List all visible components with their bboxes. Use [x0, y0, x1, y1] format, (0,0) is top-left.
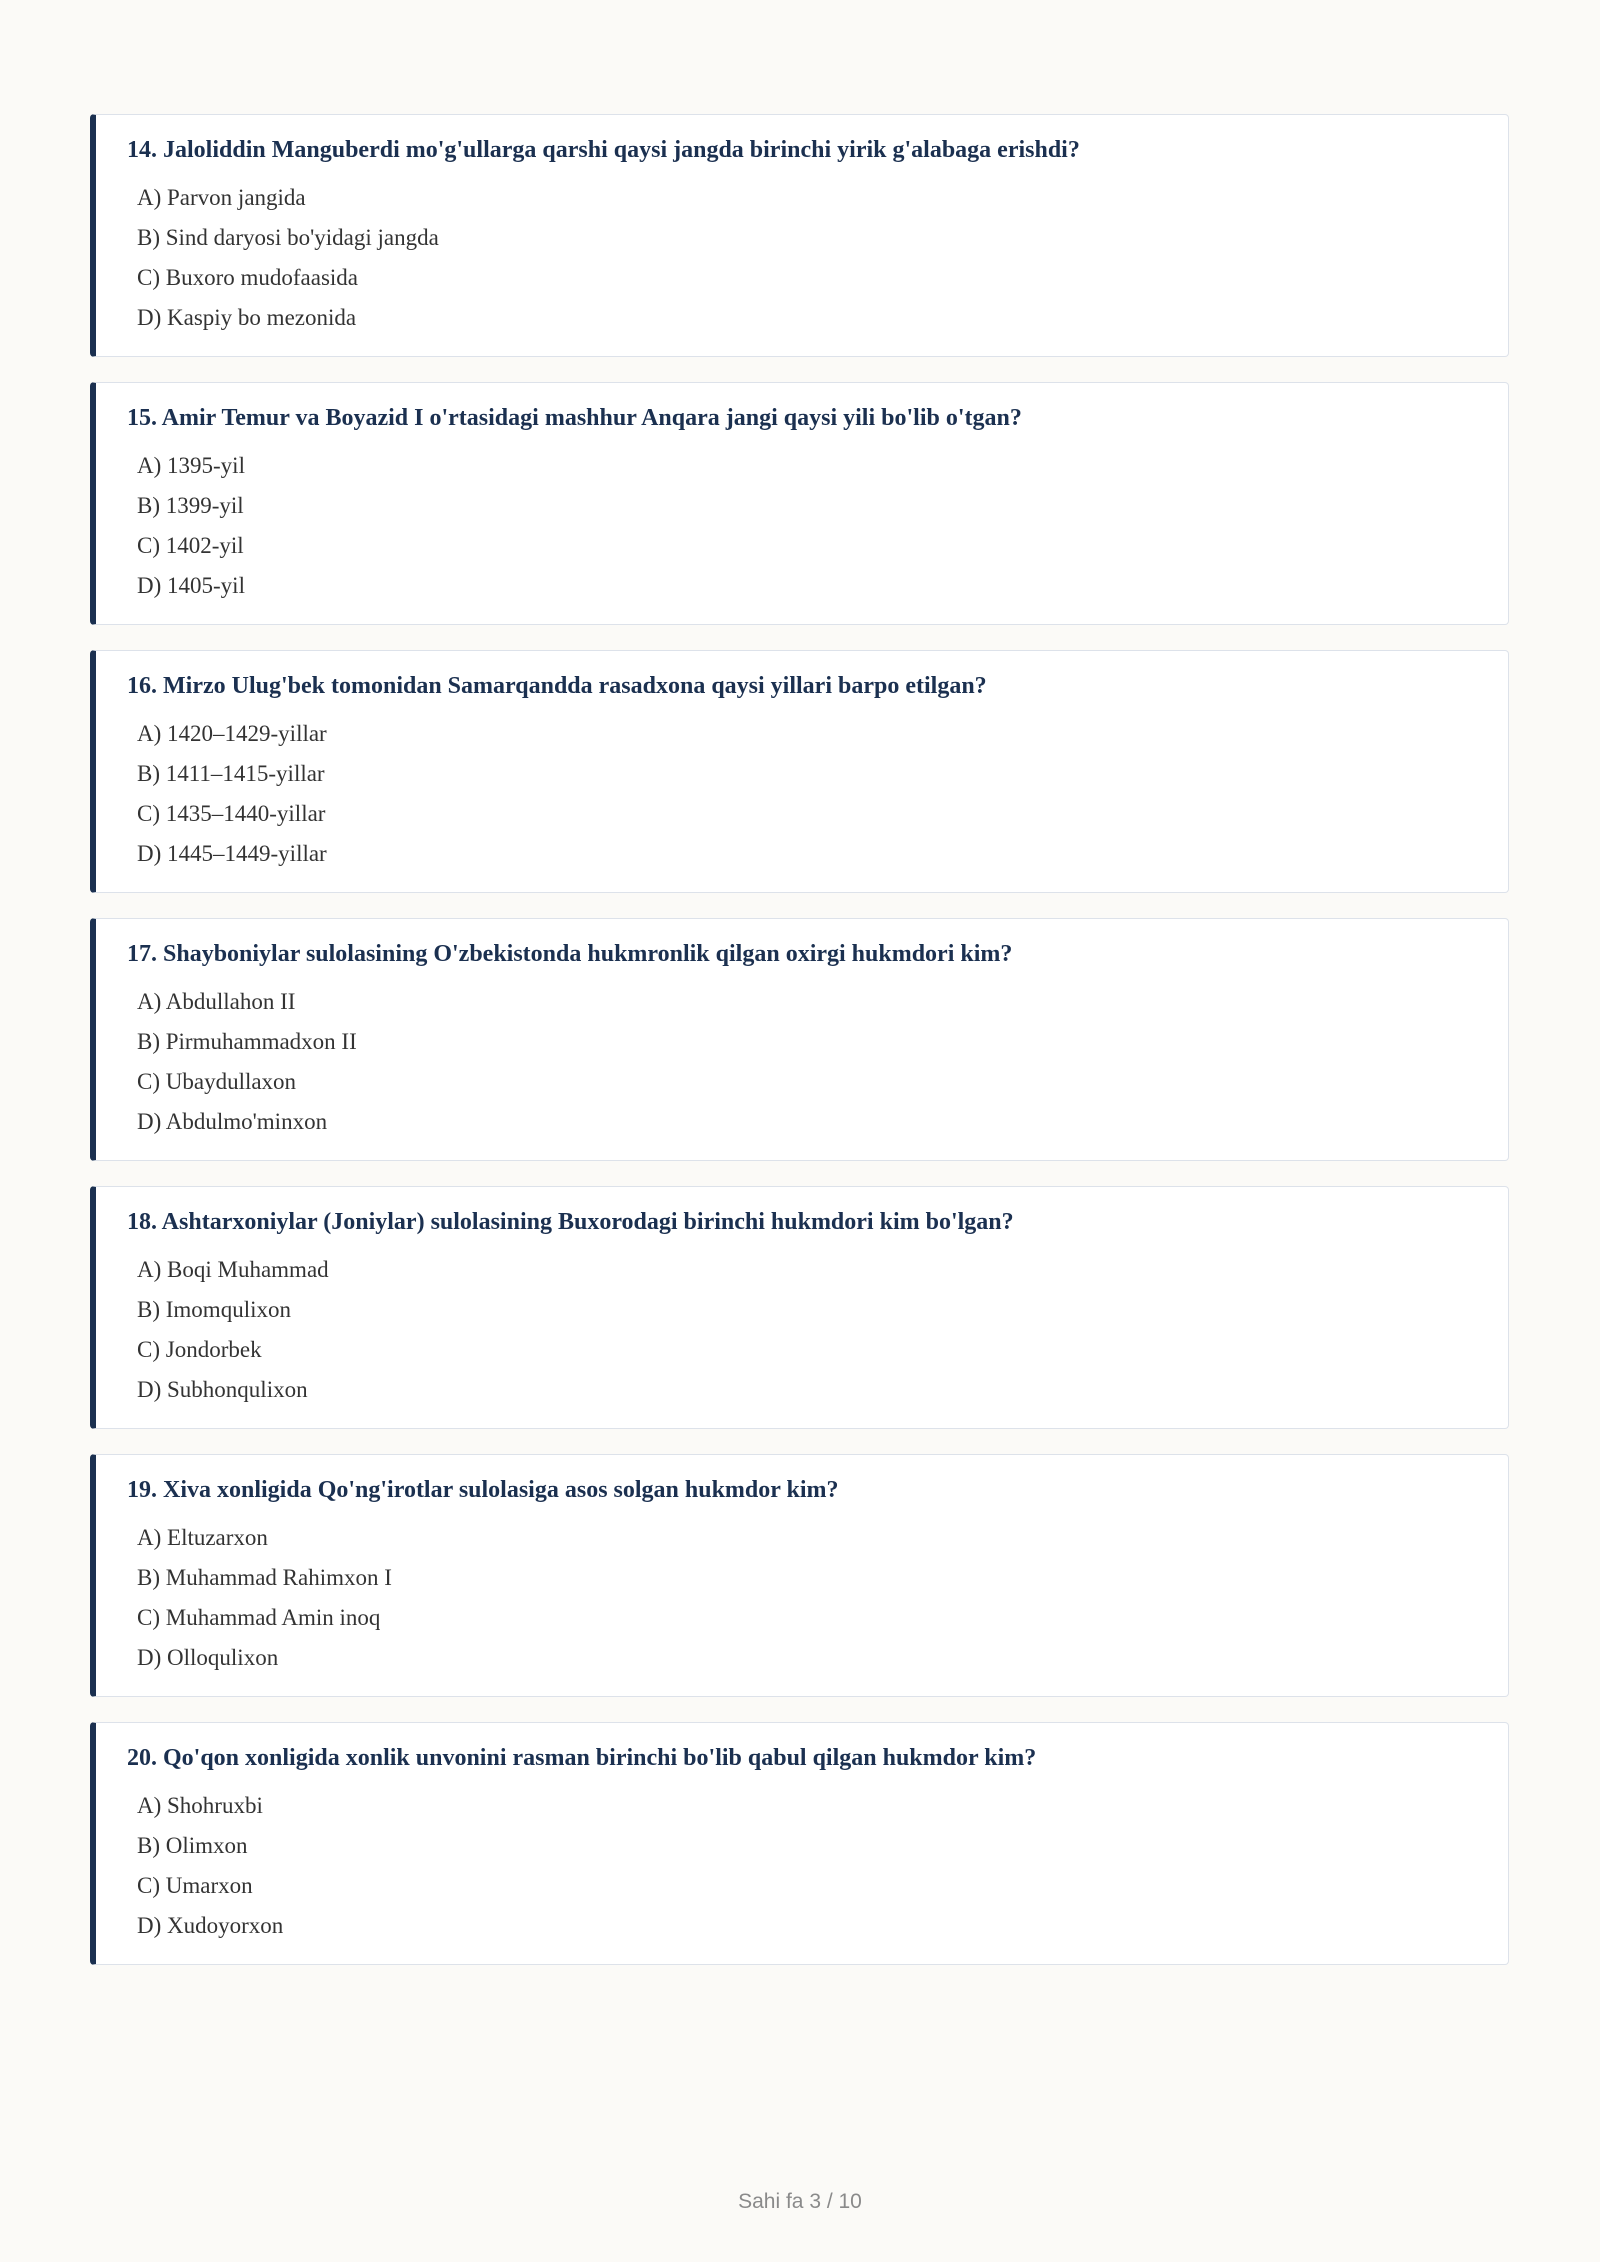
option-a: A) Abdullahon II	[137, 989, 296, 1014]
option-list	[127, 1786, 1484, 1946]
option-a: A) Boqi Muhammad	[137, 1257, 329, 1282]
question-list	[90, 114, 1509, 1990]
option-c: C) Jondorbek	[137, 1337, 262, 1362]
question-text: 16. Mirzo Ulug'bek tomonidan Samarqandda rasadxona qaysi yillari barpo etilgan?	[127, 673, 987, 699]
option-a: A) Parvon jangida	[137, 185, 306, 210]
option-a: A) 1395-yil	[137, 453, 245, 478]
question-card-17	[90, 918, 1509, 1161]
option-list	[127, 178, 1484, 338]
option-d: D) Kaspiy bo mezonida	[137, 305, 357, 330]
option-list	[127, 1250, 1484, 1410]
question-card-14	[90, 114, 1509, 357]
question-card-20	[90, 1722, 1509, 1965]
option-d: D) Subhonqulixon	[137, 1377, 308, 1402]
question-card-18	[90, 1186, 1509, 1429]
option-d: D) 1405-yil	[137, 573, 245, 598]
option-d: D) 1445–1449-yillar	[137, 841, 327, 866]
option-b: B) Sind daryosi bo'yidagi jangda	[137, 225, 439, 250]
question-card-15	[90, 382, 1509, 625]
option-c: C) 1402-yil	[137, 533, 244, 558]
option-c: C) Buxoro mudofaasida	[137, 265, 359, 290]
option-c: C) Muhammad Amin inoq	[137, 1605, 381, 1630]
option-d: D) Xudoyorxon	[137, 1913, 284, 1938]
question-text: 19. Xiva xonligida Qo'ng'irotlar sulolasiga asos solgan hukmdor kim?	[127, 1477, 839, 1503]
option-b: B) Olimxon	[137, 1833, 248, 1858]
option-c: C) 1435–1440-yillar	[137, 801, 326, 826]
option-b: B) Muhammad Rahimxon I	[137, 1565, 392, 1590]
question-card-19	[90, 1454, 1509, 1697]
option-list	[127, 982, 1484, 1142]
option-d: D) Olloqulixon	[137, 1645, 279, 1670]
question-card-16	[90, 650, 1509, 893]
question-text: 15. Amir Temur va Boyazid I o'rtasidagi mashhur Anqara jangi qaysi yili bo'lib o'tgan?	[127, 405, 1022, 431]
option-b: B) Imomqulixon	[137, 1297, 291, 1322]
page-number: Sahi fa 3 / 10	[738, 2190, 862, 2213]
option-b: B) Pirmuhammadxon II	[137, 1029, 357, 1054]
option-b: B) 1399-yil	[137, 493, 244, 518]
option-list	[127, 1518, 1484, 1678]
option-d: D) Abdulmo'minxon	[137, 1109, 328, 1134]
option-a: A) 1420–1429-yillar	[137, 721, 327, 746]
option-a: A) Eltuzarxon	[137, 1525, 268, 1550]
option-c: C) Ubaydullaxon	[137, 1069, 297, 1094]
option-list	[127, 446, 1484, 606]
option-list	[127, 714, 1484, 874]
option-c: C) Umarxon	[137, 1873, 253, 1898]
question-text: 20. Qo'qon xonligida xonlik unvonini rasman birinchi bo'lib qabul qilgan hukmdor kim?	[127, 1745, 1037, 1771]
question-text: 18. Ashtarxoniylar (Joniylar) sulolasining Buxorodagi birinchi hukmdori kim bo'lgan?	[127, 1209, 1014, 1235]
option-b: B) 1411–1415-yillar	[137, 761, 325, 786]
question-text: 14. Jaloliddin Manguberdi mo'g'ullarga qarshi qaysi jangda birinchi yirik g'alabaga erishdi?	[127, 137, 1080, 163]
option-a: A) Shohruxbi	[137, 1793, 263, 1818]
question-text: 17. Shayboniylar sulolasining O'zbekistonda hukmronlik qilgan oxirgi hukmdori kim?	[127, 941, 1013, 967]
